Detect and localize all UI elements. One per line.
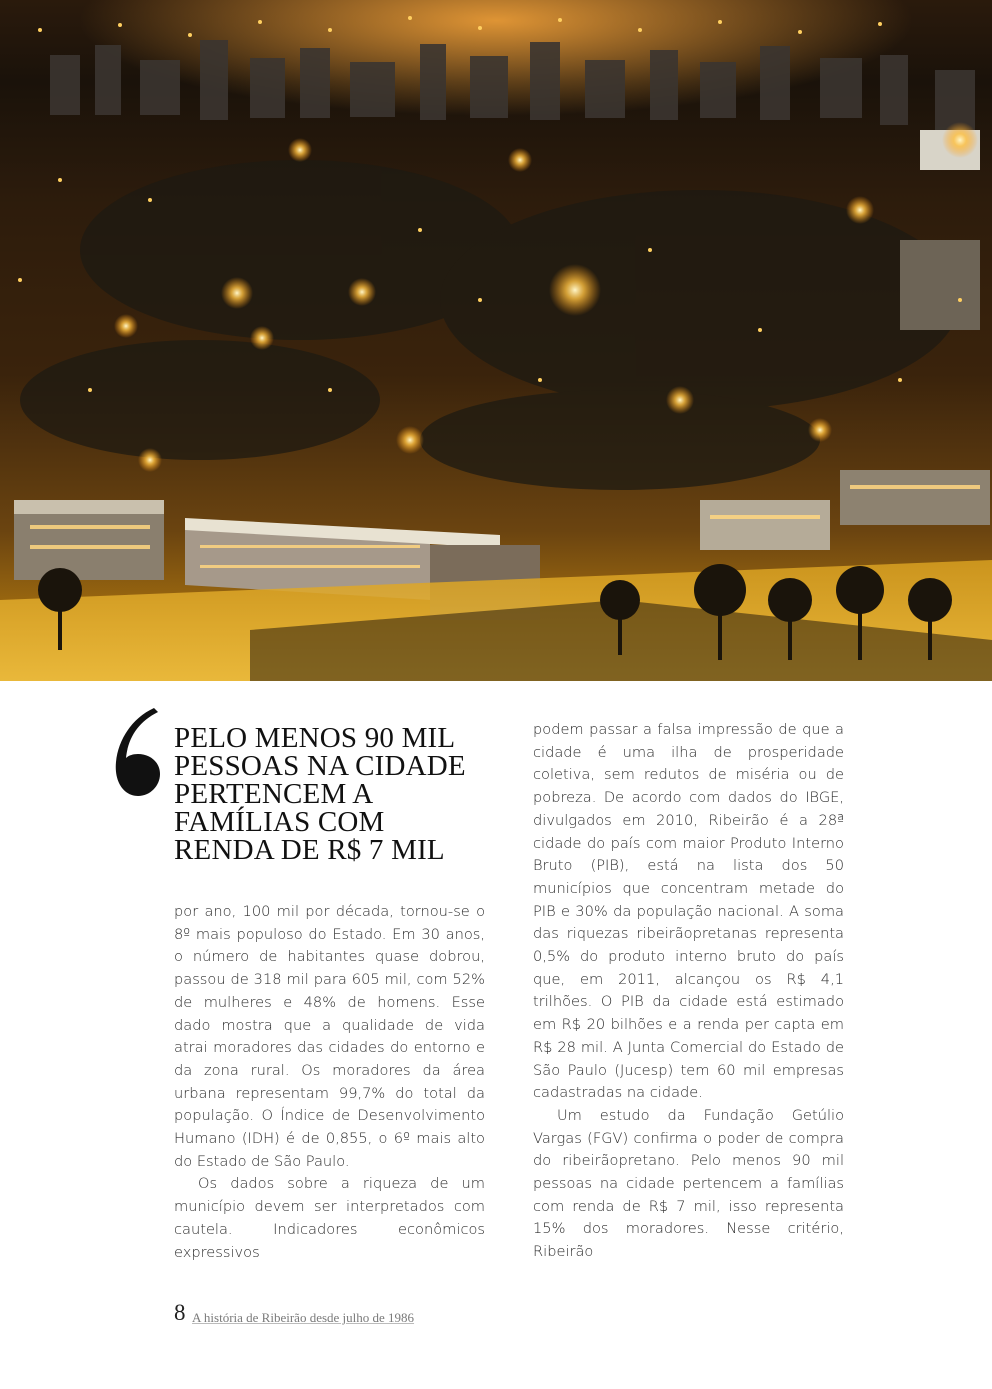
paragraph: Os dados sobre a riqueza de um município devem ser interpretados com cautela. Indicadores econômicos expressivos: [174, 1175, 485, 1261]
running-title: A história de Ribeirão desde julho de 1986: [192, 1310, 415, 1325]
page-number: 8: [174, 1300, 186, 1325]
paragraph: Um estudo da Fundação Getúlio Vargas (FGV) confirma o poder de compra do ribeirãopretano. Pelo menos 90 mil pessoas na cidade pertencem a famílias com renda de R$ 7 mil, isso representa 15% dos moradores. Nesse critério, Ribeirão: [533, 1106, 844, 1261]
paragraph: podem passar a falsa impressão de que a cidade é uma ilha de prosperidade coletiva, sem redutos de miséria ou de pobreza. De acordo com dados do IBGE, divulgados em 2010, Ribeirão é a 28ª cidade do país com maior Produto Interno Bruto (PIB), está na lista dos 50 municípios que concentram metade do PIB e 30% da população nacional. A soma das riquezas ribeirãopretanas representa 0,5% do produto interno bruto do país que, em 2011, alcançou os R$ 4,1 trilhões. O PIB da cidade está estimado em R$ 20 bilhões e a renda per capta em R$ 28 mil. A Junta Comercial do Estado de São Paulo (Jucesp) tem 60 mil empresas cadastradas na cidade.: [533, 721, 844, 1102]
article-column-right: [533, 719, 844, 1264]
pull-quote: PELO MENOS 90 MIL PESSOAS NA CIDADE PERTENCEM A FAMÍLIAS COM RENDA DE R$ 7 MIL: [174, 722, 466, 866]
opening-quote-icon: [104, 690, 166, 810]
hero-city-night-photo: [0, 0, 992, 681]
paragraph: por ano, 100 mil por década, tornou-se o 8º mais populoso do Estado. Em 30 anos, o número de habitantes quase dobrou, passou de 318 mil para 605 mil, com 52% de mulheres e 48% de homens. Esse dado mostra que a qualidade de vida atrai moradores das cidades do entorno e da zona rural. Os moradores da área urbana representam 99,7% do total da população. O Índice de Desenvolvimento Humano (IDH) é de 0,855, o 6º mais alto do Estado de São Paulo.: [174, 903, 485, 1170]
article-column-left: [174, 901, 485, 1264]
city-skyline-illustration: [0, 0, 992, 681]
